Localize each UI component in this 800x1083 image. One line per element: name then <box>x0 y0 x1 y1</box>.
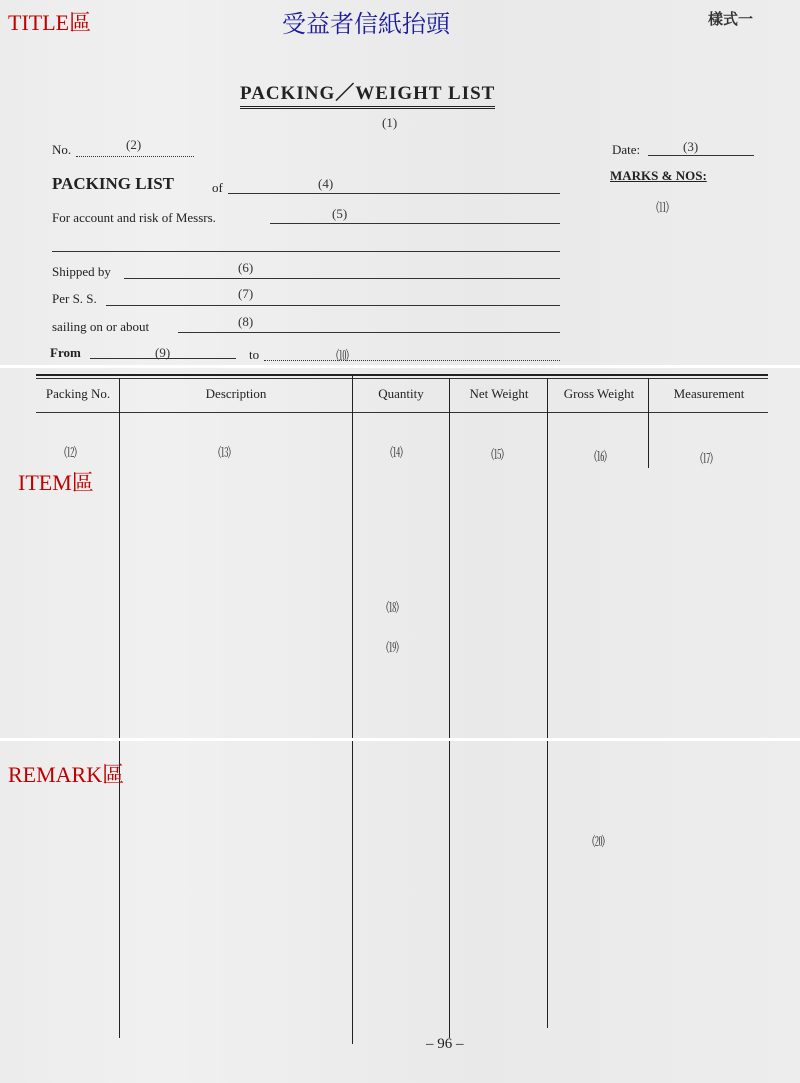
header-bottom-line <box>36 412 768 413</box>
sailing-ref: (8) <box>238 314 254 329</box>
header-gross-weight: Gross Weight <box>563 386 635 401</box>
header-measurement: Measurement <box>673 386 745 401</box>
date-line <box>648 155 754 156</box>
of-line <box>228 193 560 194</box>
remark-zone-label: REMARK區 <box>8 762 125 787</box>
header-description: Description <box>205 386 267 401</box>
table-top-line-2 <box>36 378 768 379</box>
table-top-line-1 <box>36 374 768 376</box>
form-number: 樣式一 <box>708 10 754 28</box>
account-line-2 <box>52 251 560 252</box>
no-line <box>76 156 194 157</box>
to-ref: ⑽ <box>336 348 350 363</box>
col-divider-1 <box>119 378 120 1038</box>
page-number: – 96 – <box>426 1036 464 1052</box>
title-zone-label: TITLE區 <box>8 10 92 35</box>
header-quantity: Quantity <box>378 386 424 401</box>
account-line-1 <box>270 223 560 224</box>
ref-measurement: ⒄ <box>700 451 714 466</box>
per-ref: (7) <box>238 286 254 301</box>
of-ref: (4) <box>318 176 334 191</box>
marks-ref: ⑾ <box>656 200 670 215</box>
packing-list-label: PACKING LIST <box>52 174 175 193</box>
title-ref: (1) <box>382 115 398 130</box>
header-packing-no: Packing No. <box>45 386 111 401</box>
per-line <box>106 305 560 306</box>
scan-seam-1 <box>0 365 800 368</box>
col-divider-2 <box>352 376 353 1044</box>
date-ref: (3) <box>683 139 699 154</box>
total-ref-1: ⒅ <box>386 600 400 615</box>
shipped-label: Shipped by <box>52 264 111 279</box>
remark-ref: ⒇ <box>592 834 606 849</box>
marks-label: MARKS & NOS: <box>610 168 707 183</box>
from-ref: (9) <box>155 345 171 360</box>
sailing-line <box>178 332 560 333</box>
letterhead-label: 受益者信紙抬頭 <box>282 10 450 38</box>
col-divider-3 <box>449 378 450 1038</box>
per-label: Per S. S. <box>52 291 97 306</box>
account-ref: (5) <box>332 206 348 221</box>
shipped-ref: (6) <box>238 260 254 275</box>
scan-seam-2 <box>0 738 800 741</box>
from-label: From <box>50 345 81 360</box>
ref-gross-weight: ⒃ <box>594 449 608 464</box>
header-net-weight: Net Weight <box>469 386 529 401</box>
ref-quantity: ⒁ <box>390 445 404 460</box>
ref-packing-no: ⑿ <box>64 445 78 460</box>
account-label: For account and risk of Messrs. <box>52 210 216 225</box>
col-divider-5 <box>648 378 649 468</box>
total-ref-2: ⒆ <box>386 640 400 655</box>
to-label: to <box>249 347 260 362</box>
ref-description: ⒀ <box>218 445 232 460</box>
shipped-line <box>124 278 560 279</box>
no-ref: (2) <box>126 137 142 152</box>
ref-net-weight: ⒂ <box>491 447 505 462</box>
form-title: PACKING／WEIGHT LIST <box>240 78 495 109</box>
sailing-label: sailing on or about <box>52 319 150 334</box>
item-zone-label: ITEM區 <box>18 470 94 495</box>
date-label: Date: <box>612 142 641 157</box>
of-label: of <box>212 180 223 195</box>
col-divider-4 <box>547 378 548 1028</box>
to-line <box>264 360 560 361</box>
no-label: No. <box>52 142 72 157</box>
